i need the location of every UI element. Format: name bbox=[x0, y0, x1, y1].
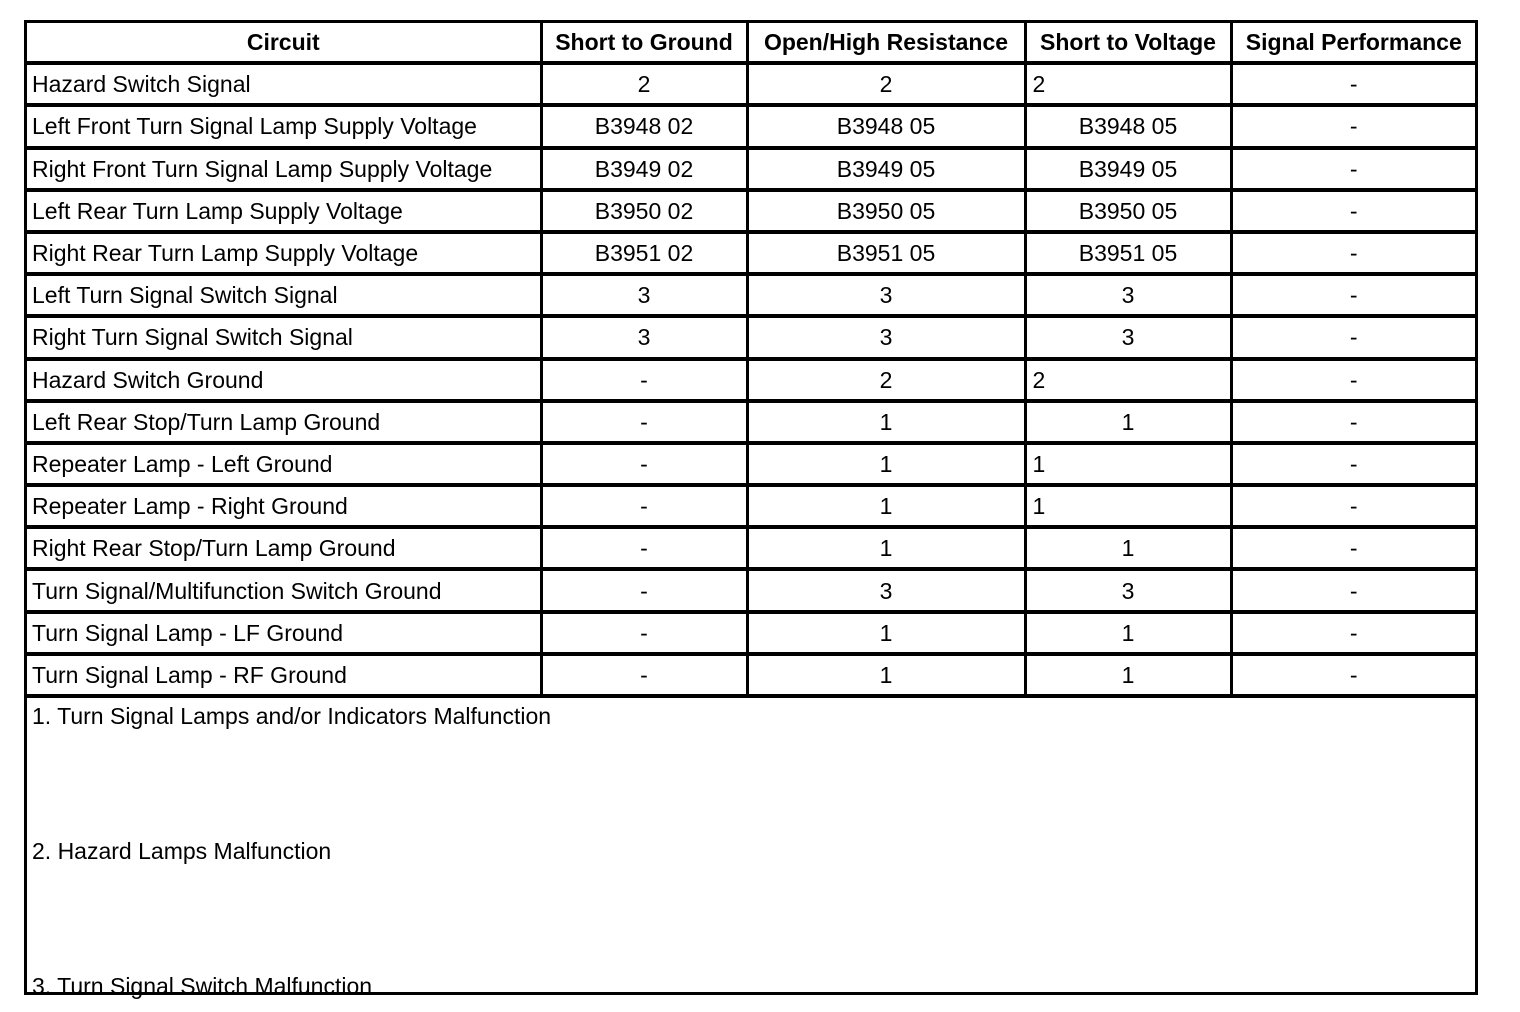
short-to-voltage-cell: 2 bbox=[1025, 359, 1231, 401]
signal-performance-cell: - bbox=[1231, 190, 1475, 232]
short-to-ground-cell: 2 bbox=[541, 63, 747, 105]
circuit-cell: Right Turn Signal Switch Signal bbox=[27, 316, 541, 358]
short-to-voltage-cell: 1 bbox=[1025, 612, 1231, 654]
open-high-resistance-cell: 3 bbox=[747, 274, 1025, 316]
short-to-voltage-cell: B3951 05 bbox=[1025, 232, 1231, 274]
short-to-ground-cell: - bbox=[541, 485, 747, 527]
short-to-ground-cell: - bbox=[541, 612, 747, 654]
table-row bbox=[27, 274, 1475, 316]
signal-performance-cell: - bbox=[1231, 569, 1475, 611]
signal-performance-cell: - bbox=[1231, 274, 1475, 316]
circuit-cell: Right Rear Stop/Turn Lamp Ground bbox=[27, 527, 541, 569]
open-high-resistance-cell: 1 bbox=[747, 612, 1025, 654]
short-to-ground-cell: B3949 02 bbox=[541, 148, 747, 190]
footnote-2: 2. Hazard Lamps Malfunction bbox=[32, 838, 332, 864]
short-to-voltage-cell: B3950 05 bbox=[1025, 190, 1231, 232]
circuit-cell: Turn Signal/Multifunction Switch Ground bbox=[27, 569, 541, 611]
short-to-ground-cell: B3948 02 bbox=[541, 105, 747, 147]
circuit-cell: Left Turn Signal Switch Signal bbox=[27, 274, 541, 316]
open-high-resistance-cell: 3 bbox=[747, 316, 1025, 358]
short-to-voltage-cell: 1 bbox=[1025, 443, 1231, 485]
header-circuit: Circuit bbox=[27, 23, 541, 63]
short-to-ground-cell: - bbox=[541, 527, 747, 569]
signal-performance-cell: - bbox=[1231, 527, 1475, 569]
short-to-voltage-cell: 3 bbox=[1025, 274, 1231, 316]
circuit-cell: Hazard Switch Signal bbox=[27, 63, 541, 105]
open-high-resistance-cell: 1 bbox=[747, 485, 1025, 527]
short-to-ground-cell: 3 bbox=[541, 274, 747, 316]
table-row bbox=[27, 485, 1475, 527]
circuit-cell: Repeater Lamp - Right Ground bbox=[27, 485, 541, 527]
header-short-to-voltage: Short to Voltage bbox=[1025, 23, 1231, 63]
circuit-cell: Left Rear Stop/Turn Lamp Ground bbox=[27, 401, 541, 443]
table-row bbox=[27, 232, 1475, 274]
short-to-voltage-cell: 3 bbox=[1025, 569, 1231, 611]
circuit-cell: Repeater Lamp - Left Ground bbox=[27, 443, 541, 485]
table-row bbox=[27, 359, 1475, 401]
signal-performance-cell: - bbox=[1231, 63, 1475, 105]
open-high-resistance-cell: B3951 05 bbox=[747, 232, 1025, 274]
open-high-resistance-cell: B3948 05 bbox=[747, 105, 1025, 147]
short-to-voltage-cell: 1 bbox=[1025, 401, 1231, 443]
open-high-resistance-cell: 1 bbox=[747, 401, 1025, 443]
short-to-voltage-cell: 1 bbox=[1025, 654, 1231, 696]
open-high-resistance-cell: 2 bbox=[747, 359, 1025, 401]
short-to-ground-cell: - bbox=[541, 359, 747, 401]
short-to-voltage-cell: 1 bbox=[1025, 527, 1231, 569]
open-high-resistance-cell: 1 bbox=[747, 527, 1025, 569]
table-row bbox=[27, 443, 1475, 485]
signal-performance-cell: - bbox=[1231, 654, 1475, 696]
signal-performance-cell: - bbox=[1231, 232, 1475, 274]
short-to-voltage-cell: B3949 05 bbox=[1025, 148, 1231, 190]
short-to-voltage-cell: 3 bbox=[1025, 316, 1231, 358]
signal-performance-cell: - bbox=[1231, 359, 1475, 401]
signal-performance-cell: - bbox=[1231, 612, 1475, 654]
circuit-cell: Left Rear Turn Lamp Supply Voltage bbox=[27, 190, 541, 232]
open-high-resistance-cell: 3 bbox=[747, 569, 1025, 611]
table-row bbox=[27, 148, 1475, 190]
circuit-symptom-table bbox=[27, 23, 1475, 698]
table-row bbox=[27, 569, 1475, 611]
circuit-cell: Right Front Turn Signal Lamp Supply Voltage bbox=[27, 148, 541, 190]
signal-performance-cell: - bbox=[1231, 148, 1475, 190]
open-high-resistance-cell: 1 bbox=[747, 654, 1025, 696]
short-to-ground-cell: 3 bbox=[541, 316, 747, 358]
symptom-table-frame bbox=[24, 20, 1478, 999]
circuit-cell: Turn Signal Lamp - RF Ground bbox=[27, 654, 541, 696]
table-row bbox=[27, 612, 1475, 654]
circuit-cell: Left Front Turn Signal Lamp Supply Voltage bbox=[27, 105, 541, 147]
circuit-cell: Hazard Switch Ground bbox=[27, 359, 541, 401]
footnote-1: 1. Turn Signal Lamps and/or Indicators Malfunction bbox=[32, 703, 552, 729]
header-short-to-ground: Short to Ground bbox=[541, 23, 747, 63]
short-to-ground-cell: - bbox=[541, 401, 747, 443]
short-to-ground-cell: B3950 02 bbox=[541, 190, 747, 232]
header-signal-performance: Signal Performance bbox=[1231, 23, 1475, 63]
table-row bbox=[27, 527, 1475, 569]
footnote-3: 3. Turn Signal Switch Malfunction bbox=[32, 973, 373, 999]
circuit-cell: Right Rear Turn Lamp Supply Voltage bbox=[27, 232, 541, 274]
table-row bbox=[27, 401, 1475, 443]
signal-performance-cell: - bbox=[1231, 485, 1475, 527]
short-to-ground-cell: - bbox=[541, 443, 747, 485]
table-row bbox=[27, 190, 1475, 232]
table-row bbox=[27, 316, 1475, 358]
short-to-voltage-cell: 2 bbox=[1025, 63, 1231, 105]
open-high-resistance-cell: 1 bbox=[747, 443, 1025, 485]
signal-performance-cell: - bbox=[1231, 401, 1475, 443]
short-to-voltage-cell: 1 bbox=[1025, 485, 1231, 527]
short-to-ground-cell: - bbox=[541, 654, 747, 696]
short-to-ground-cell: B3951 02 bbox=[541, 232, 747, 274]
circuit-cell: Turn Signal Lamp - LF Ground bbox=[27, 612, 541, 654]
table-row bbox=[27, 105, 1475, 147]
table-row bbox=[27, 63, 1475, 105]
open-high-resistance-cell: 2 bbox=[747, 63, 1025, 105]
open-high-resistance-cell: B3950 05 bbox=[747, 190, 1025, 232]
header-row bbox=[27, 23, 1475, 63]
short-to-voltage-cell: B3948 05 bbox=[1025, 105, 1231, 147]
signal-performance-cell: - bbox=[1231, 105, 1475, 147]
table-row bbox=[27, 654, 1475, 696]
short-to-ground-cell: - bbox=[541, 569, 747, 611]
signal-performance-cell: - bbox=[1231, 443, 1475, 485]
header-open-high-resistance: Open/High Resistance bbox=[747, 23, 1025, 63]
signal-performance-cell: - bbox=[1231, 316, 1475, 358]
footnotes bbox=[27, 698, 1475, 1008]
open-high-resistance-cell: B3949 05 bbox=[747, 148, 1025, 190]
